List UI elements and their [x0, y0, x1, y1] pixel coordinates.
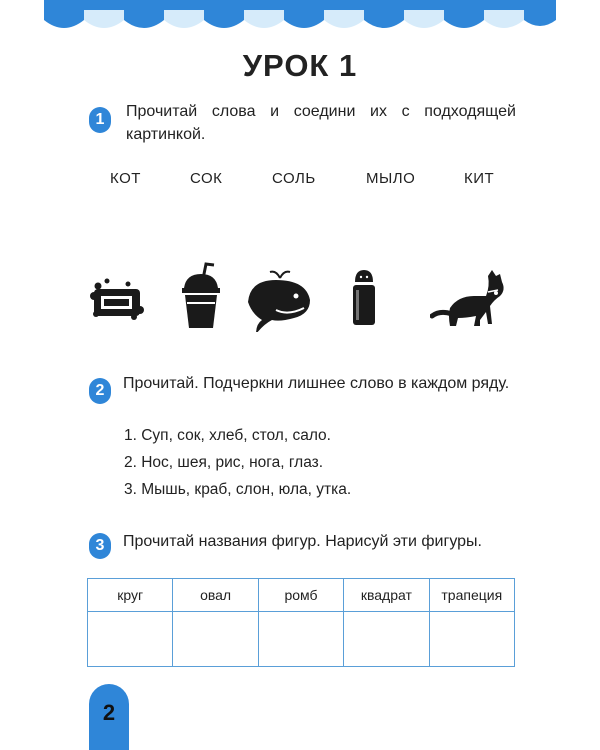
task-2-badge: 2 [89, 378, 111, 404]
shape-name-oval: овал [173, 579, 258, 612]
soap-icon[interactable] [84, 262, 154, 332]
shape-name-trapeciya: трапеция [429, 579, 514, 612]
word-kot[interactable]: КОТ [110, 170, 141, 187]
task-2-row-1[interactable]: 1. Суп, сок, хлеб, стол, сало. [124, 427, 331, 444]
lesson-title: УРОК 1 [242, 48, 358, 83]
task-1-word-row [106, 170, 506, 190]
salt-shaker-icon[interactable] [339, 262, 389, 332]
task-2-row-2[interactable]: 2. Нос, шея, рис, нога, глаз. [124, 454, 324, 471]
scalloped-header-decoration [44, 0, 556, 32]
word-sol[interactable]: СОЛЬ [272, 170, 316, 187]
page-number-tab: 2 [89, 684, 129, 750]
task-1-instruction: Прочитай слова и соедини их с подходящей картинкой. [126, 103, 516, 143]
shape-name-kvadrat: квадрат [344, 579, 429, 612]
shapes-table [87, 578, 515, 667]
whale-icon[interactable] [244, 262, 320, 332]
drawing-cell-kvadrat[interactable] [344, 612, 429, 667]
task-2-word-list [124, 422, 351, 503]
drawing-cell-romb[interactable] [258, 612, 343, 667]
cat-icon[interactable] [430, 262, 508, 332]
task-3-badge: 3 [89, 533, 111, 559]
word-mylo[interactable]: МЫЛО [366, 170, 416, 187]
task-3-instruction: Прочитай названия фигур. Нарисуй эти фигуры. [123, 533, 482, 550]
task-2-instruction: Прочитай. Подчеркни лишнее слово в каждом ряду. [123, 375, 510, 392]
drawing-cell-oval[interactable] [173, 612, 258, 667]
task-2-row-3[interactable]: 3. Мышь, краб, слон, юла, утка. [124, 481, 352, 498]
workbook-page [44, 0, 556, 750]
task-1-badge: 1 [89, 107, 111, 133]
shape-name-romb: ромб [258, 579, 343, 612]
word-kit[interactable]: КИТ [464, 170, 495, 187]
shape-name-krug: круг [88, 579, 173, 612]
drawing-cell-krug[interactable] [88, 612, 173, 667]
drink-cup-icon[interactable] [166, 262, 236, 332]
drawing-cell-trapeciya[interactable] [429, 612, 514, 667]
word-sok[interactable]: СОК [190, 170, 223, 187]
